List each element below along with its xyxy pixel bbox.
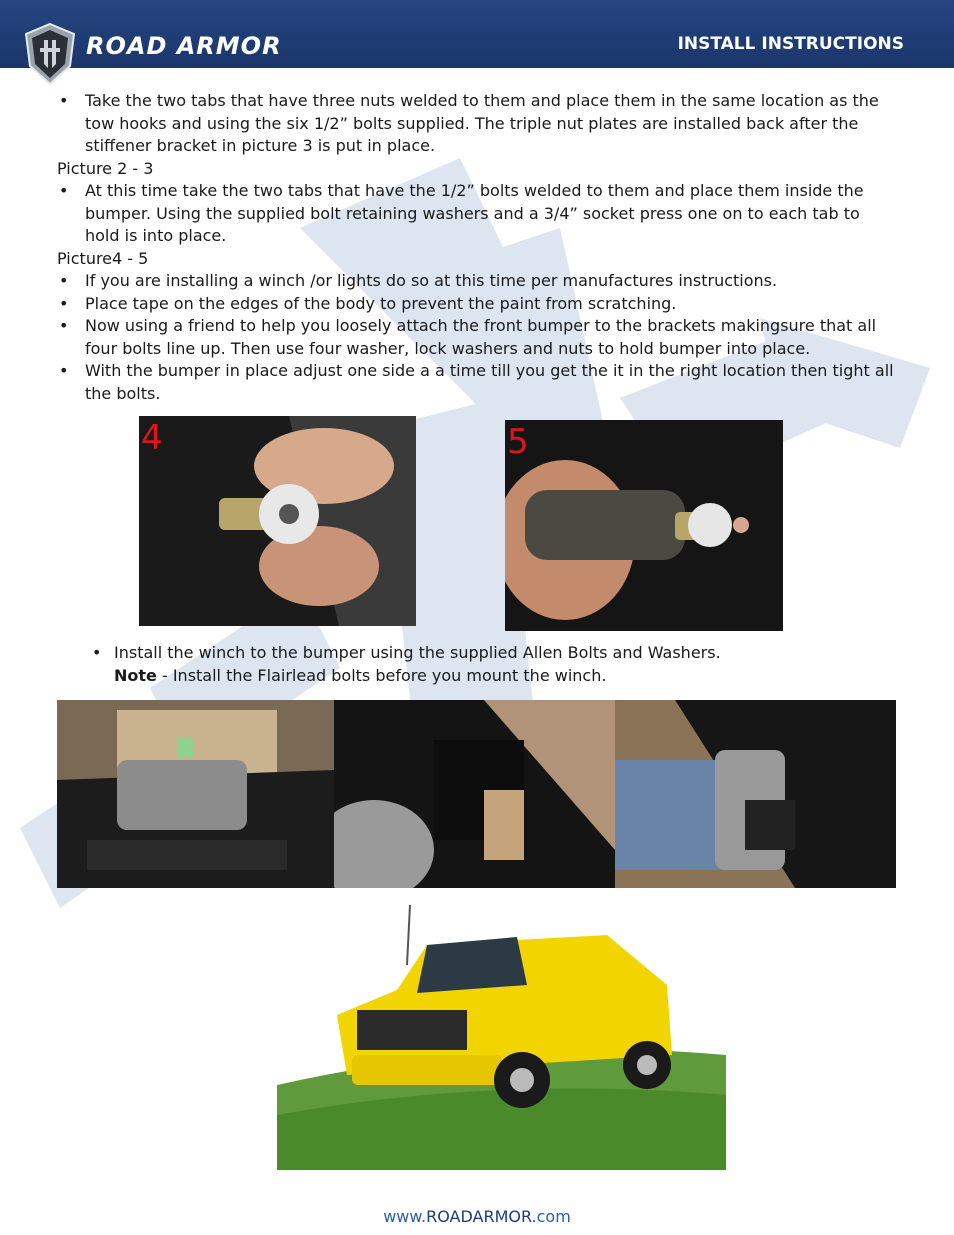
picture-reference: Picture4 - 5 xyxy=(57,248,149,268)
note-line xyxy=(90,665,890,688)
step-item: • If you are installing a winch /or lights do so at this time per manufactures instructions. xyxy=(57,270,897,293)
step-item: • Install the winch to the bumper using the supplied Allen Bolts and Washers. xyxy=(90,642,890,665)
mounting-winch-photo xyxy=(615,700,896,888)
document-title: INSTALL INSTRUCTIONS xyxy=(677,34,904,54)
socket-press-photo xyxy=(505,420,783,631)
step-item: • Take the two tabs that have three nuts welded to them and place them in the same location as the tow hooks and using the six 1/2” bolts supplied. The triple nut plates are installed back after the stiffener bracket in picture 3 is put in place. xyxy=(57,90,897,158)
photo-winch-on-bumper xyxy=(57,700,334,888)
page-header xyxy=(0,0,954,68)
step-item: • Place tape on the edges of the body to prevent the paint from scratching. xyxy=(57,293,897,316)
bolt-washer-photo xyxy=(139,416,416,626)
yellow-truck-photo xyxy=(277,905,726,1170)
footer-website-link[interactable] xyxy=(0,1207,954,1226)
shield-logo-icon xyxy=(22,22,78,86)
winch-bumper-photo xyxy=(57,700,334,888)
step-item: • Now using a friend to help you loosely attach the front bumper to the brackets makingsure that all four bolts line up. Then use four washer, lock washers and nuts to hold bumper into place. xyxy=(57,315,897,360)
step-item: • With the bumper in place adjust one side a a time till you get the it in the right location then tight all the bolts. xyxy=(57,360,897,405)
fairlead-bracket-photo xyxy=(334,700,615,888)
url-suffix: .com xyxy=(531,1207,571,1226)
photo-picture-5 xyxy=(505,420,783,631)
picture-number-label: 5 xyxy=(507,422,529,462)
photo-truck-with-bumper xyxy=(277,905,726,1170)
picture-number-label: 4 xyxy=(141,418,163,458)
note-label: Note xyxy=(114,665,157,685)
photo-fairlead-bracket xyxy=(334,700,615,888)
brand-name: ROAD ARMOR xyxy=(86,32,282,60)
url-prefix: www. xyxy=(383,1207,427,1226)
picture-reference: Picture 2 - 3 xyxy=(57,158,154,178)
url-domain: ROADARMOR xyxy=(426,1207,532,1226)
photo-mounting-winch xyxy=(615,700,896,888)
step-item: • At this time take the two tabs that have the 1/2” bolts welded to them and place them inside the bumper. Using the supplied bolt retaining washers and a 3/4” socket press one on to each tab to hold is into place. xyxy=(57,180,897,248)
winch-instructions xyxy=(90,642,890,687)
photo-picture-4 xyxy=(139,416,416,626)
note-text: - Install the Flairlead bolts before you mount the winch. xyxy=(156,665,607,685)
instructions-list xyxy=(57,90,897,405)
